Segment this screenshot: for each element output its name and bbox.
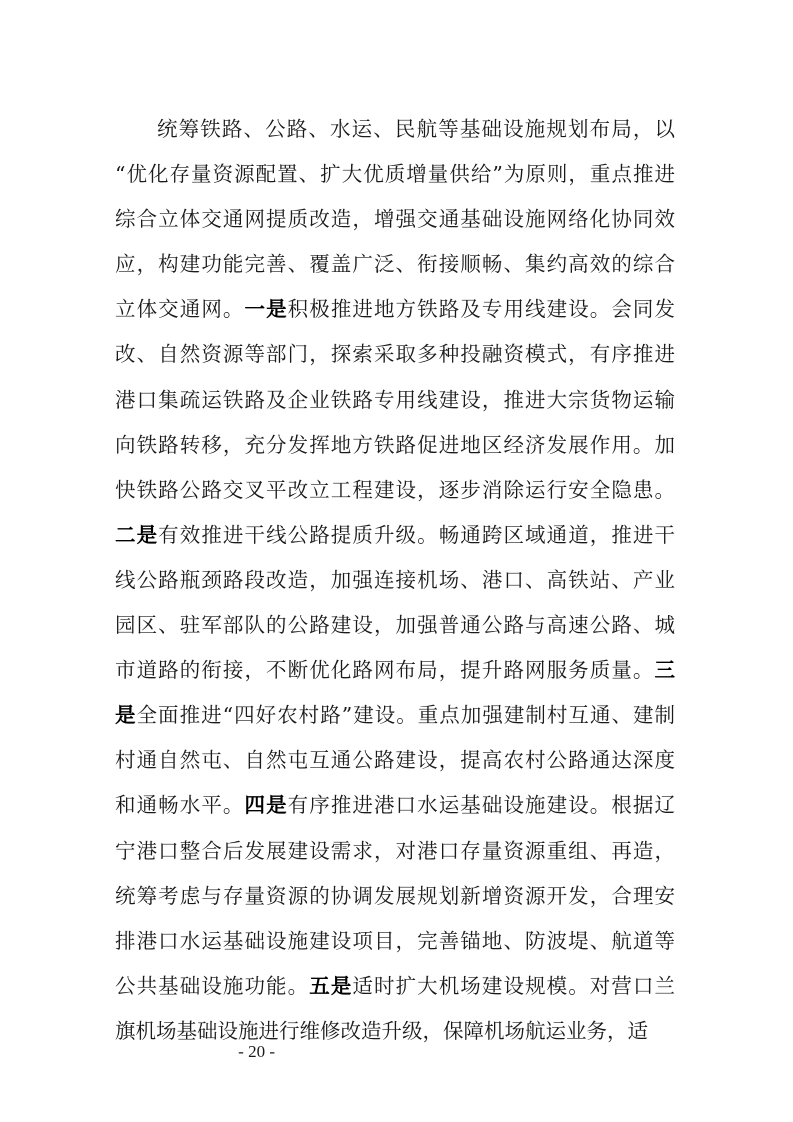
text-run: 适时扩大机场建设规模。对营口兰 — [352, 973, 676, 998]
text-run: 快铁路公路交叉平改立工程建设，逐步消除运行安全隐患。 — [115, 477, 675, 502]
bold-heading-marker: 二是 — [115, 522, 159, 547]
text-line — [115, 648, 675, 693]
text-run: 统筹考虑与存量资源的协调发展规划新增资源开发，合理安 — [115, 883, 675, 908]
text-line — [115, 197, 675, 242]
text-line — [115, 964, 675, 1009]
text-line — [115, 242, 675, 287]
text-run: 旗机场基础设施进行维修改造升级，保障机场航运业务，适 — [115, 1018, 648, 1043]
text-run: 综合立体交通网提质改造，增强交通基础设施网络化协同效 — [115, 207, 675, 232]
text-run: 积极推进地方铁路及专用线建设。会同发 — [287, 297, 676, 322]
text-line — [115, 783, 675, 828]
text-run: 线公路瓶颈路段改造，加强连接机场、港口、高铁站、产业 — [115, 567, 675, 592]
text-run: 港口集疏运铁路及企业铁路专用线建设，推进大宗货物运输 — [115, 387, 675, 412]
text-run: 有序推进港口水运基础设施建设。根据辽 — [287, 793, 676, 818]
text-line — [115, 332, 675, 377]
text-run: 立体交通网。 — [115, 297, 245, 322]
text-run: 和通畅水平。 — [115, 793, 245, 818]
text-run: 宁港口整合后发展建设需求，对港口存量资源重组、再造， — [115, 838, 675, 863]
text-run: 市道路的衔接，不断优化路网布局，提升路网服务质量。 — [115, 658, 655, 683]
text-line — [115, 423, 675, 468]
text-line — [115, 738, 675, 783]
text-run: “优化存量资源配置、扩大优质增量供给”为原则，重点推进 — [115, 162, 675, 187]
text-run: 全面推进“四好农村路”建设。重点加强建制村互通、建制 — [136, 703, 676, 728]
text-line — [115, 287, 675, 332]
text-run: 排港口水运基础设施建设项目，完善锚地、防波堤、航道等 — [115, 928, 675, 953]
text-run: 村通自然屯、自然屯互通公路建设，提高农村公路通达深度 — [115, 748, 675, 773]
text-line — [115, 693, 675, 738]
text-line — [115, 919, 675, 964]
text-run: 园区、驻军部队的公路建设，加强普通公路与高速公路、城 — [115, 613, 675, 638]
text-line — [115, 513, 675, 558]
bold-heading-marker: 五是 — [309, 973, 353, 998]
text-run: 公共基础设施功能。 — [115, 973, 310, 998]
text-line — [115, 152, 675, 197]
bold-heading-marker: 一是 — [244, 297, 288, 322]
text-line — [115, 558, 675, 603]
page-number: - 20 - — [238, 1042, 275, 1061]
text-run: 应，构建功能完善、覆盖广泛、衔接顺畅、集约高效的综合 — [115, 252, 675, 277]
text-run: 统筹铁路、公路、水运、民航等基础设施规划布局，以 — [157, 117, 675, 141]
text-line — [115, 378, 675, 423]
text-line — [115, 874, 675, 919]
text-line — [115, 603, 675, 648]
bold-heading-marker: 三 — [654, 658, 675, 683]
text-line — [115, 107, 675, 152]
text-run: 有效推进干线公路提质升级。畅通跨区域通道，推进干 — [158, 522, 676, 547]
body-paragraph — [115, 107, 675, 1054]
text-run: 改、自然资源等部门，探索采取多种投融资模式，有序推进 — [115, 342, 675, 367]
text-line — [115, 468, 675, 513]
bold-heading-marker: 四是 — [244, 793, 288, 818]
text-run: 向铁路转移，充分发挥地方铁路促进地区经济发展作用。加 — [115, 432, 675, 457]
bold-heading-marker: 是 — [115, 703, 137, 728]
text-line — [115, 829, 675, 874]
